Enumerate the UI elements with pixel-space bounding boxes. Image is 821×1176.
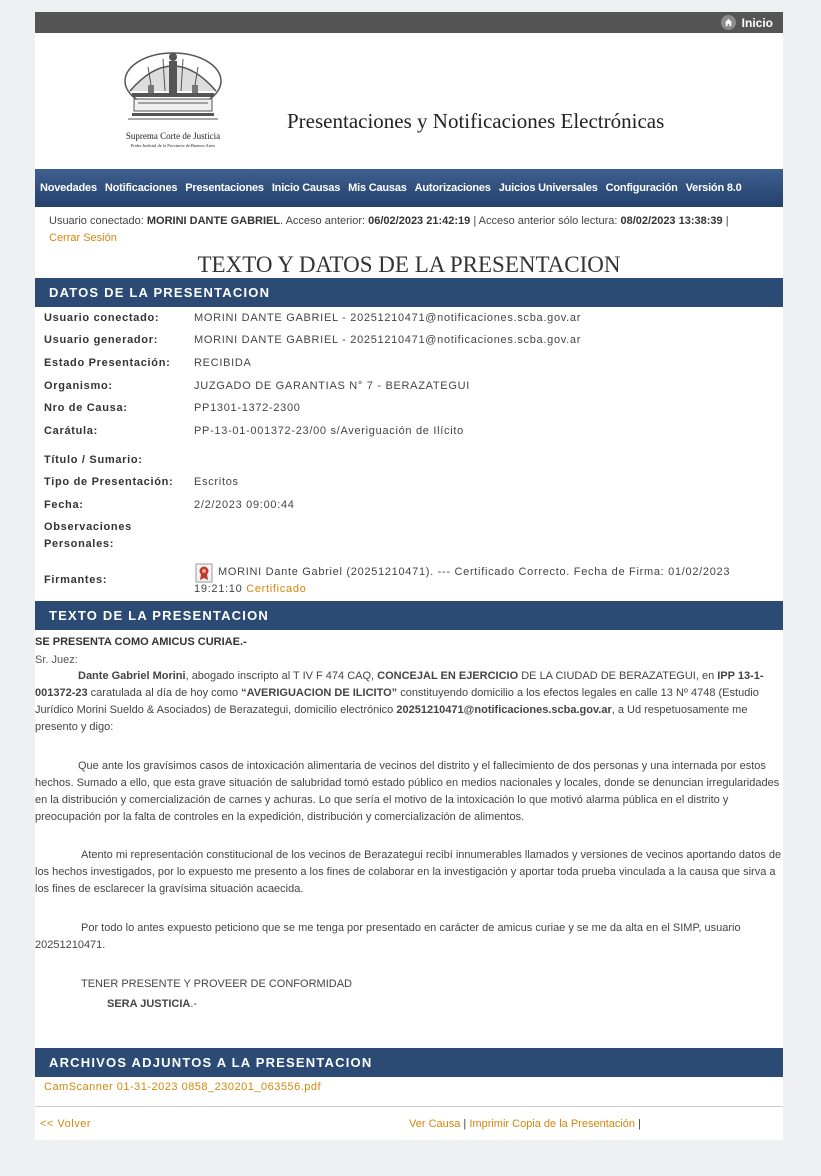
texto-heading: SE PRESENTA COMO AMICUS CURIAE.- — [35, 636, 247, 648]
nav-inicio-causas[interactable]: Inicio Causas — [271, 182, 341, 194]
p1-text: constituyendo domicilio a los efectos legales en calle 13 Nº 4748 (Estudio Jurídico Morini Sueldo & Asociados) de Berazategui, domicilio electrónico — [35, 687, 759, 716]
court-building-icon — [118, 47, 228, 129]
sera-justicia: SERA JUSTICIA — [107, 998, 191, 1010]
paragraph-1 — [35, 668, 773, 736]
p1-text: , abogado inscripto al T IV F 474 CAQ, — [185, 670, 378, 682]
user-name: MORINI DANTE GABRIEL — [146, 215, 281, 227]
print-copy-link[interactable]: Imprimir Copia de la Presentación — [469, 1118, 636, 1130]
home-icon — [721, 15, 736, 30]
header — [35, 33, 783, 169]
logo-name: Suprema Corte de Justicia — [125, 131, 221, 141]
field-label: Estado Presentación: — [44, 357, 171, 369]
field-value: 2/2/2023 09:00:44 — [194, 499, 295, 511]
field-label: Observaciones — [44, 521, 132, 533]
field-label: Organismo: — [44, 380, 113, 392]
separator: | — [635, 1118, 641, 1130]
logo-subtitle: Poder Judicial de la Provincia de Buenos Aires — [130, 143, 216, 148]
datos-section — [35, 307, 783, 601]
datos-header: DATOS DE LA PRESENTACION — [35, 278, 783, 307]
user-prefix: Usuario conectado: — [49, 215, 147, 227]
firmante-text: MORINI Dante Gabriel (20251210471). --- Certificado Correcto. Fecha de Firma: 01/02/2023 — [218, 566, 731, 578]
prev-access-label: . Acceso anterior: — [280, 215, 369, 227]
texto-section — [35, 630, 783, 1048]
nav-autorizaciones[interactable]: Autorizaciones — [414, 182, 491, 194]
attachment-link[interactable]: CamScanner 01-31-2023 0858_230201_063556.pdf — [44, 1081, 322, 1093]
prev-access-value: 06/02/2023 21:42:19 — [368, 215, 471, 227]
main-nav — [35, 169, 783, 207]
page-title: TEXTO Y DATOS DE LA PRESENTACION — [197, 252, 621, 277]
nav-juicios-universales[interactable]: Juicios Universales — [498, 182, 598, 194]
page-container — [35, 12, 783, 1140]
texto-header: TEXTO DE LA PRESENTACION — [35, 601, 783, 630]
site-title: Presentaciones y Notificaciones Electrónicas — [287, 109, 665, 133]
nav-version[interactable]: Versión 8.0 — [685, 182, 742, 194]
logout-link[interactable]: Cerrar Sesión — [49, 232, 117, 244]
author-name: Dante Gabriel Morini — [78, 670, 186, 682]
field-label: Tipo de Presentación: — [44, 476, 174, 488]
home-label: Inicio — [741, 15, 773, 30]
ro-access-label: | Acceso anterior sólo lectura: — [470, 215, 621, 227]
closing-line-1: TENER PRESENTE Y PROVEER DE CONFORMIDAD — [81, 978, 352, 990]
back-link[interactable]: << Volver — [40, 1118, 91, 1130]
footer — [35, 1106, 783, 1141]
field-value: MORINI DANTE GABRIEL - 20251210471@notificaciones.scba.gov.ar — [194, 312, 582, 324]
nav-configuracion[interactable]: Configuración — [605, 182, 678, 194]
field-value: PP-13-01-001372-23/00 s/Averiguación de Ilícito — [194, 425, 464, 437]
p1-text: , a Ud respetuosamente me presento y digo: — [35, 704, 748, 733]
ro-access-value: 08/02/2023 13:38:39 — [620, 215, 723, 227]
caratula-text: “AVERIGUACION DE ILICITO” — [241, 687, 398, 699]
nav-mis-causas[interactable]: Mis Causas — [348, 182, 407, 194]
paragraph-2: Que ante los gravísimos casos de intoxicación alimentaria de vecinos del distrito y el fallecimiento de dos personas y una internada por estos hechos. Sumado a ello, que esta grave situación de salubridad tomó estado público en medios nacionales y locales, donde se denuncian irregularidades en la distribución y comercialización de carnes y achuras. Lo que sería el motivo de la intoxicación lo que motivó alarma pública en el distrito y preocupación por la falta de controles en la expedición, distribución y comercialización de alimentos. — [35, 760, 780, 823]
field-label: Usuario conectado: — [44, 312, 160, 324]
ver-causa-link[interactable]: Ver Causa — [409, 1118, 461, 1130]
field-label: Carátula: — [44, 425, 98, 437]
field-label: Fecha: — [44, 499, 84, 511]
home-link[interactable] — [721, 15, 773, 30]
certificate-icon[interactable] — [195, 563, 216, 583]
field-value: RECIBIDA — [194, 357, 252, 369]
nav-presentaciones[interactable]: Presentaciones — [185, 182, 264, 194]
firmante-time: 19:21:10 — [194, 583, 243, 595]
field-value: MORINI DANTE GABRIEL - 20251210471@notificaciones.scba.gov.ar — [194, 334, 582, 346]
field-label: Nro de Causa: — [44, 402, 128, 414]
firmante-second-line — [194, 583, 306, 595]
adjuntos-header: ARCHIVOS ADJUNTOS A LA PRESENTACION — [35, 1048, 783, 1077]
field-value: PP1301-1372-2300 — [194, 402, 301, 414]
ipp-number: IPP 13-1-001372-23 — [35, 670, 764, 699]
field-label: Personales: — [44, 538, 115, 550]
top-bar — [35, 12, 783, 33]
field-value: JUZGADO DE GARANTIAS N° 7 - BERAZATEGUI — [194, 380, 470, 392]
field-label: Usuario generador: — [44, 334, 159, 346]
paragraph-4: Por todo lo antes expuesto peticiono que se me tenga por presentado en carácter de amicus curiae y se me da alta en el SIMP, usuario 20251210471. — [35, 922, 741, 951]
p1-text: DE LA CIUDAD DE BERAZATEGUI, en — [518, 670, 718, 682]
footer-actions — [409, 1118, 641, 1130]
separator: | — [722, 215, 729, 227]
p1-text: caratulada al día de hoy como — [87, 687, 242, 699]
user-info — [35, 207, 783, 247]
scba-logo — [118, 47, 228, 151]
field-value: Escritos — [194, 476, 239, 488]
closing-line-2 — [107, 996, 197, 1013]
electronic-domicile: 20251210471@notificaciones.scba.gov.ar — [396, 704, 612, 716]
certificado-link[interactable]: Certificado — [246, 583, 307, 595]
separator: | — [460, 1118, 470, 1130]
salutation: Sr. Juez: — [35, 654, 78, 666]
paragraph-3: Atento mi representación constitucional de los vecinos de Berazategui recibí innumerables llamados y versiones de vecinos aportando datos de los hechos investigados, por lo expuesto me presento a los fines de colaborar en la investigación y aportar toda prueba vinculada a la causa que sirva a los fines de esclarecer la gravísima situación acaecida. — [35, 849, 782, 895]
field-label: Firmantes: — [44, 574, 108, 586]
nav-notificaciones[interactable]: Notificaciones — [104, 182, 178, 194]
field-label: Título / Sumario: — [44, 454, 143, 466]
concejal-text: CONCEJAL EN EJERCICIO — [377, 670, 519, 682]
nav-novedades[interactable]: Novedades — [40, 182, 97, 194]
closing-suffix: .- — [190, 998, 198, 1010]
